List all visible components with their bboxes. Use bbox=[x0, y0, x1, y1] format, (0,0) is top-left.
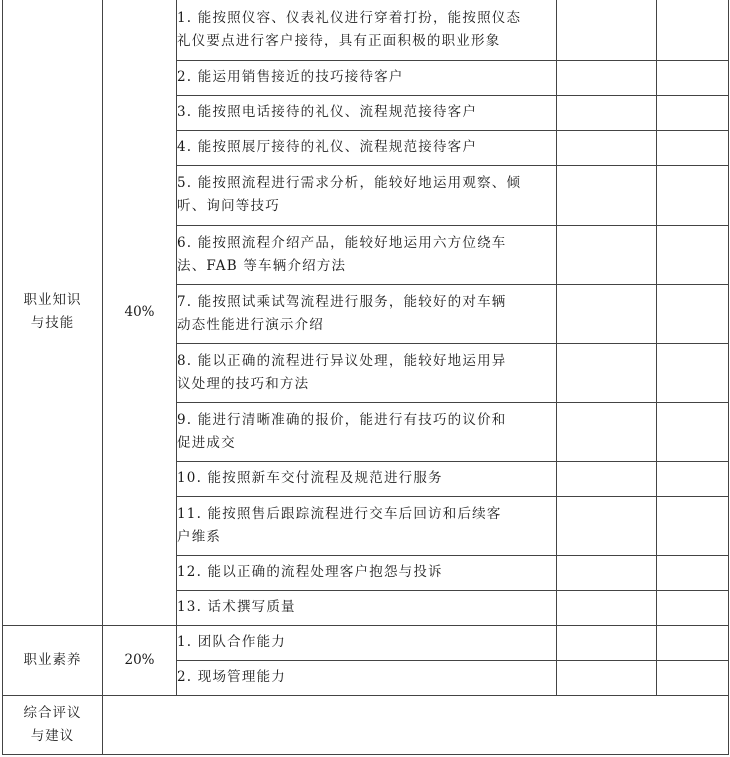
weight-cell-knowledge-skills: 40% bbox=[103, 0, 177, 625]
criterion-item-7: 7. 能按照试乘试驾流程进行服务，能较好的对车辆 动态性能进行演示介绍 bbox=[177, 284, 557, 343]
criterion-item-2: 2. 能运用销售接近的技巧接待客户 bbox=[177, 60, 557, 95]
table-row bbox=[3, 625, 729, 660]
remark-cell[interactable] bbox=[657, 660, 729, 695]
remark-cell[interactable] bbox=[657, 343, 729, 402]
score-cell[interactable] bbox=[557, 461, 657, 496]
criterion-item-13: 13. 话术撰写质量 bbox=[177, 590, 557, 625]
summary-label-cell: 综合评议 与建议 bbox=[3, 695, 103, 754]
remark-cell[interactable] bbox=[657, 95, 729, 130]
criterion-item-5: 5. 能按照流程进行需求分析，能较好地运用观察、倾 听、询问等技巧 bbox=[177, 165, 557, 225]
criterion-item-12: 12. 能以正确的流程处理客户抱怨与投诉 bbox=[177, 555, 557, 590]
criterion-item-10: 10. 能按照新车交付流程及规范进行服务 bbox=[177, 461, 557, 496]
score-cell[interactable] bbox=[557, 0, 657, 60]
score-cell[interactable] bbox=[557, 284, 657, 343]
score-cell[interactable] bbox=[557, 590, 657, 625]
criterion-item-8: 8. 能以正确的流程进行异议处理，能较好地运用异 议处理的技巧和方法 bbox=[177, 343, 557, 402]
score-cell[interactable] bbox=[557, 130, 657, 165]
remark-cell[interactable] bbox=[657, 625, 729, 660]
score-cell[interactable] bbox=[557, 165, 657, 225]
score-cell[interactable] bbox=[557, 496, 657, 555]
remark-cell[interactable] bbox=[657, 165, 729, 225]
criterion-item-teamwork: 1. 团队合作能力 bbox=[177, 625, 557, 660]
criterion-item-4: 4. 能按照展厅接待的礼仪、流程规范接待客户 bbox=[177, 130, 557, 165]
remark-cell[interactable] bbox=[657, 60, 729, 95]
criterion-item-3: 3. 能按照电话接待的礼仪、流程规范接待客户 bbox=[177, 95, 557, 130]
table-row bbox=[3, 695, 729, 754]
remark-cell[interactable] bbox=[657, 461, 729, 496]
remark-cell[interactable] bbox=[657, 590, 729, 625]
remark-cell[interactable] bbox=[657, 284, 729, 343]
remark-cell[interactable] bbox=[657, 555, 729, 590]
score-cell[interactable] bbox=[557, 343, 657, 402]
criterion-item-11: 11. 能按照售后跟踪流程进行交车后回访和后续客 户维系 bbox=[177, 496, 557, 555]
remark-cell[interactable] bbox=[657, 496, 729, 555]
remark-cell[interactable] bbox=[657, 402, 729, 461]
criterion-item-6: 6. 能按照流程介绍产品，能较好地运用六方位绕车 法、FAB 等车辆介绍方法 bbox=[177, 225, 557, 284]
remark-cell[interactable] bbox=[657, 225, 729, 284]
weight-cell-professional-quality: 20% bbox=[103, 625, 177, 695]
summary-comment-cell[interactable] bbox=[103, 695, 729, 754]
score-cell[interactable] bbox=[557, 625, 657, 660]
criterion-item-site-management: 2. 现场管理能力 bbox=[177, 660, 557, 695]
category-cell-knowledge-skills: 职业知识 与技能 bbox=[3, 0, 103, 625]
criterion-item-1: 1. 能按照仪容、仪表礼仪进行穿着打扮，能按照仪态 礼仪要点进行客户接待，具有正面积极的职业形象 bbox=[177, 0, 557, 60]
table-row bbox=[3, 0, 729, 60]
criterion-item-9: 9. 能进行清晰准确的报价，能进行有技巧的议价和 促进成交 bbox=[177, 402, 557, 461]
remark-cell[interactable] bbox=[657, 0, 729, 60]
category-cell-professional-quality: 职业素养 bbox=[3, 625, 103, 695]
remark-cell[interactable] bbox=[657, 130, 729, 165]
score-cell[interactable] bbox=[557, 555, 657, 590]
score-cell[interactable] bbox=[557, 402, 657, 461]
score-cell[interactable] bbox=[557, 225, 657, 284]
score-cell[interactable] bbox=[557, 60, 657, 95]
evaluation-table bbox=[2, 0, 729, 755]
score-cell[interactable] bbox=[557, 95, 657, 130]
score-cell[interactable] bbox=[557, 660, 657, 695]
